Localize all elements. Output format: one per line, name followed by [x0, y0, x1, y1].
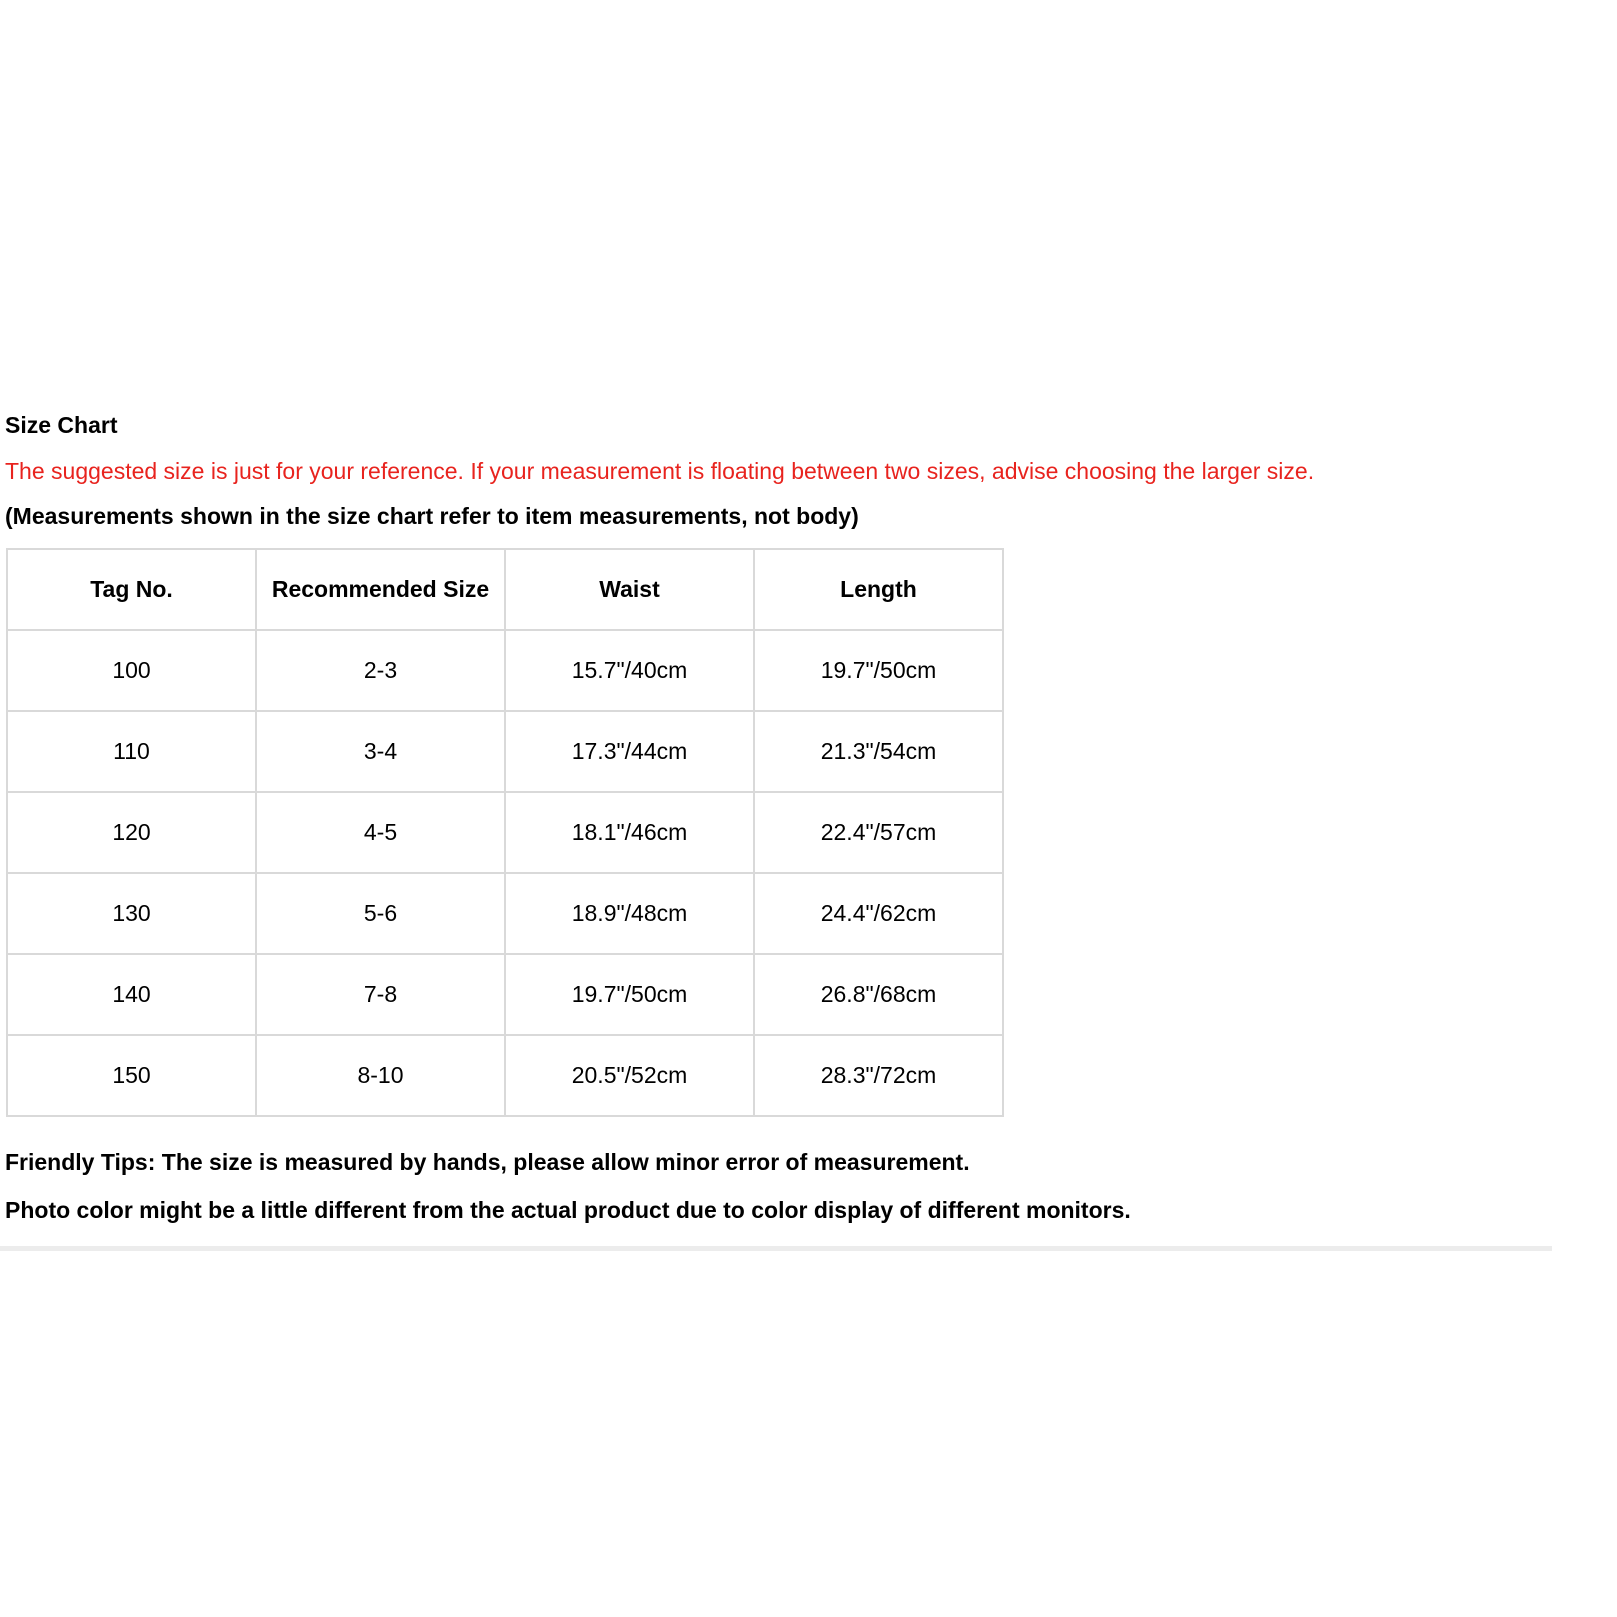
cell-length: 28.3"/72cm — [754, 1035, 1003, 1116]
cell-length: 21.3"/54cm — [754, 711, 1003, 792]
cell-length: 19.7"/50cm — [754, 630, 1003, 711]
table-row — [7, 630, 1003, 711]
cell-recommended-size: 7-8 — [256, 954, 505, 1035]
cell-waist: 15.7"/40cm — [505, 630, 754, 711]
cell-waist: 17.3"/44cm — [505, 711, 754, 792]
header-tag-no: Tag No. — [7, 549, 256, 630]
cell-length: 26.8"/68cm — [754, 954, 1003, 1035]
table-header-row — [7, 549, 1003, 630]
cell-tag-no: 150 — [7, 1035, 256, 1116]
header-recommended-size: Recommended Size — [256, 549, 505, 630]
size-table — [6, 548, 1004, 1117]
cell-tag-no: 100 — [7, 630, 256, 711]
cell-waist: 18.1"/46cm — [505, 792, 754, 873]
cell-recommended-size: 2-3 — [256, 630, 505, 711]
friendly-tip: Friendly Tips: The size is measured by hands, please allow minor error of measurement. — [5, 1149, 970, 1175]
size-reference-note: The suggested size is just for your reference. If your measurement is floating between two sizes, advise choosing the larger size. — [5, 458, 1315, 484]
header-waist: Waist — [505, 549, 754, 630]
size-chart-section — [5, 410, 1605, 1243]
cell-recommended-size: 3-4 — [256, 711, 505, 792]
cell-tag-no: 110 — [7, 711, 256, 792]
table-row — [7, 711, 1003, 792]
cell-waist: 18.9"/48cm — [505, 873, 754, 954]
tips-section — [5, 1147, 1605, 1225]
section-divider — [0, 1246, 1552, 1251]
cell-length: 24.4"/62cm — [754, 873, 1003, 954]
cell-waist: 20.5"/52cm — [505, 1035, 754, 1116]
size-chart-title: Size Chart — [5, 412, 118, 438]
cell-tag-no: 140 — [7, 954, 256, 1035]
photo-color-tip: Photo color might be a little different from the actual product due to color display of different monitors. — [5, 1197, 1131, 1223]
cell-recommended-size: 5-6 — [256, 873, 505, 954]
table-row — [7, 954, 1003, 1035]
cell-waist: 19.7"/50cm — [505, 954, 754, 1035]
cell-length: 22.4"/57cm — [754, 792, 1003, 873]
header-length: Length — [754, 549, 1003, 630]
table-row — [7, 873, 1003, 954]
cell-tag-no: 120 — [7, 792, 256, 873]
cell-recommended-size: 4-5 — [256, 792, 505, 873]
measurement-disclaimer: (Measurements shown in the size chart refer to item measurements, not body) — [5, 503, 859, 529]
cell-recommended-size: 8-10 — [256, 1035, 505, 1116]
cell-tag-no: 130 — [7, 873, 256, 954]
table-row — [7, 1035, 1003, 1116]
table-row — [7, 792, 1003, 873]
